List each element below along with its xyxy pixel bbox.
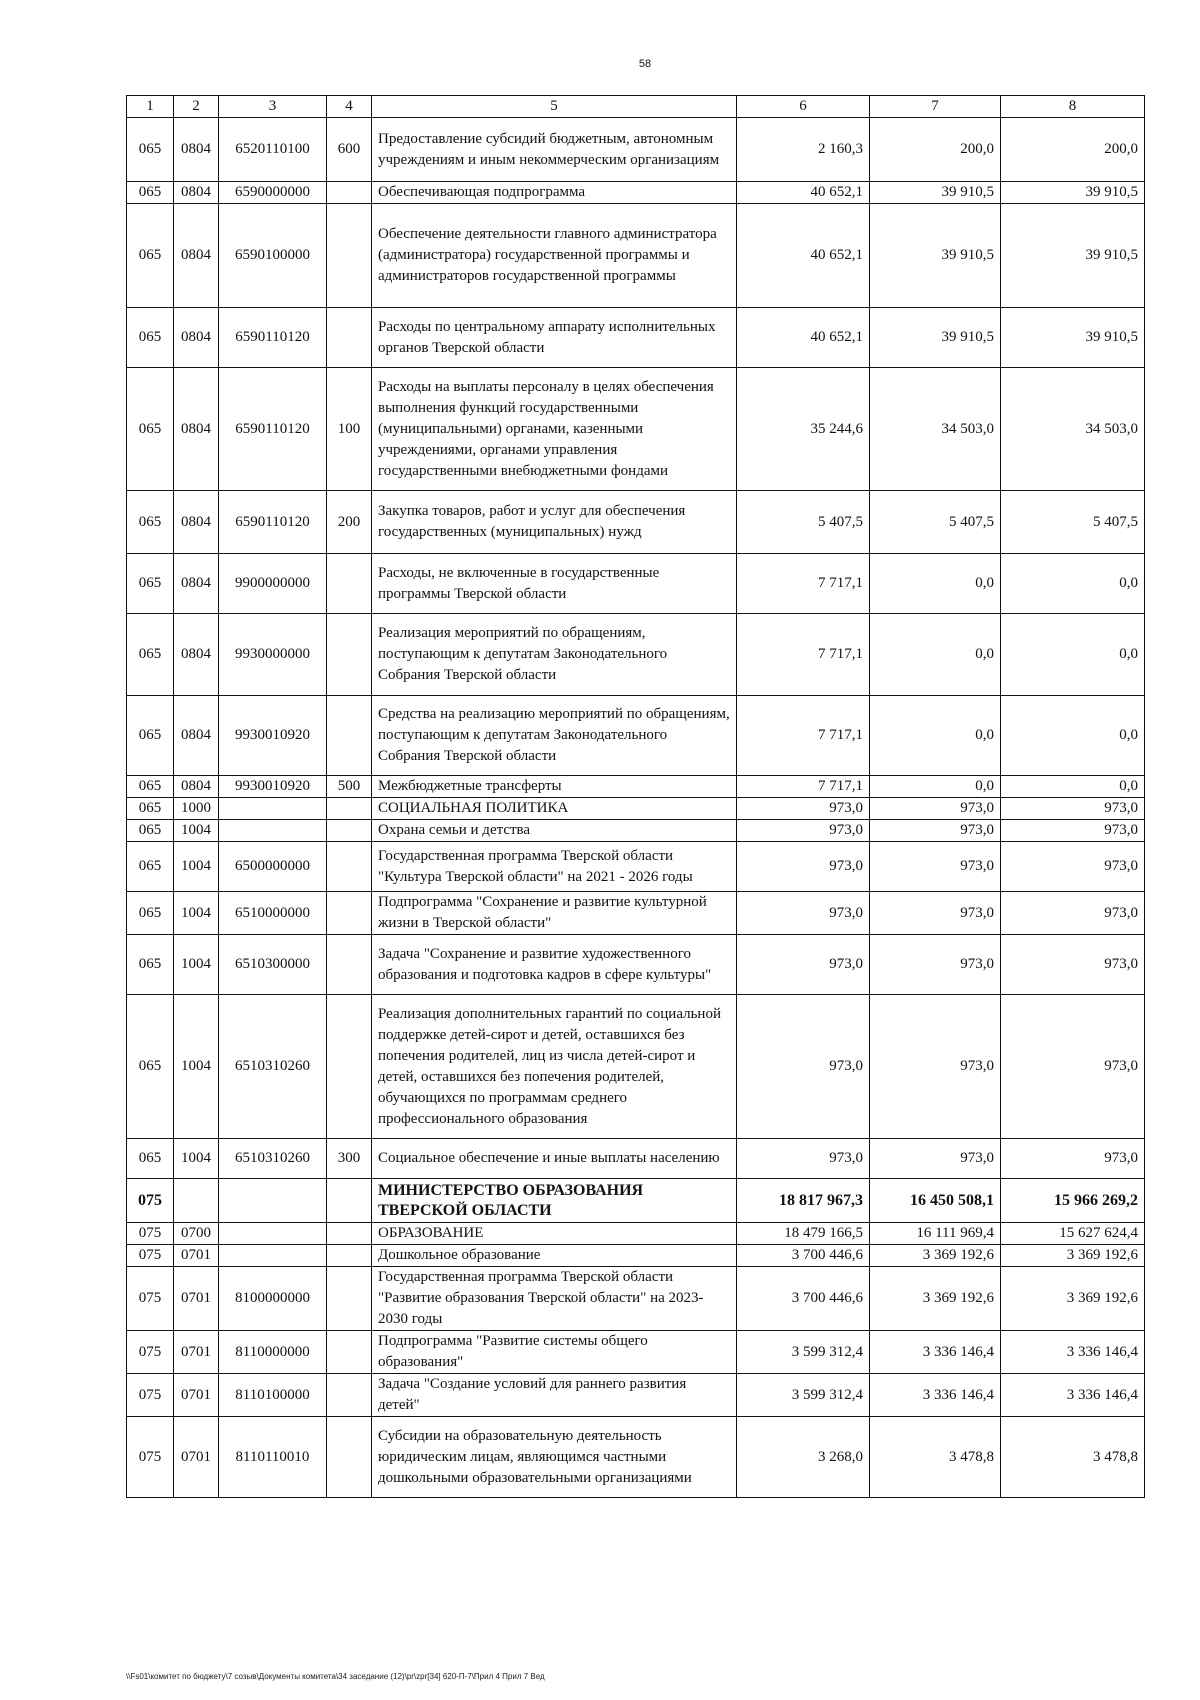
expense-type-code-cell [327, 1417, 372, 1498]
description-cell: Государственная программа Тверской области "Культура Тверской области" на 2021 - 2026 годы [372, 842, 737, 892]
table-row [127, 798, 1145, 820]
grbs-code-cell: 075 [127, 1223, 174, 1245]
grbs-code-cell: 065 [127, 798, 174, 820]
amount-col-7-cell: 3 478,8 [870, 1417, 1001, 1498]
section-code-cell: 0804 [174, 776, 219, 798]
grbs-code-cell: 065 [127, 308, 174, 368]
target-article-code-cell [219, 1179, 327, 1223]
target-article-code-cell [219, 1245, 327, 1267]
column-header: 8 [1001, 96, 1145, 118]
section-code-cell: 0804 [174, 554, 219, 614]
description-cell: Средства на реализацию мероприятий по обращениям, поступающим к депутатам Законодательного Собрания Тверской области [372, 696, 737, 776]
table-row [127, 614, 1145, 696]
section-code-cell: 0701 [174, 1417, 219, 1498]
column-header: 3 [219, 96, 327, 118]
amount-col-8-cell: 3 369 192,6 [1001, 1245, 1145, 1267]
target-article-code-cell: 9930000000 [219, 614, 327, 696]
grbs-code-cell: 065 [127, 935, 174, 995]
table-row [127, 182, 1145, 204]
expense-type-code-cell [327, 798, 372, 820]
description-cell: Подпрограмма "Сохранение и развитие культурной жизни в Тверской области" [372, 892, 737, 935]
amount-col-7-cell: 16 450 508,1 [870, 1179, 1001, 1223]
target-article-code-cell: 8110110010 [219, 1417, 327, 1498]
amount-col-7-cell: 200,0 [870, 118, 1001, 182]
expense-type-code-cell: 200 [327, 491, 372, 554]
amount-col-7-cell: 39 910,5 [870, 308, 1001, 368]
amount-col-8-cell: 3 478,8 [1001, 1417, 1145, 1498]
table-row [127, 204, 1145, 308]
grbs-code-cell: 065 [127, 614, 174, 696]
section-code-cell: 0701 [174, 1267, 219, 1331]
amount-col-8-cell: 0,0 [1001, 776, 1145, 798]
section-code-cell: 1004 [174, 935, 219, 995]
target-article-code-cell: 6590110120 [219, 491, 327, 554]
amount-col-7-cell: 973,0 [870, 842, 1001, 892]
grbs-code-cell: 065 [127, 842, 174, 892]
table-row [127, 1223, 1145, 1245]
column-header: 1 [127, 96, 174, 118]
section-code-cell: 0701 [174, 1331, 219, 1374]
expense-type-code-cell [327, 892, 372, 935]
section-code-cell: 0804 [174, 118, 219, 182]
table-row [127, 118, 1145, 182]
column-header: 7 [870, 96, 1001, 118]
expense-type-code-cell [327, 696, 372, 776]
grbs-code-cell: 075 [127, 1267, 174, 1331]
table-row [127, 491, 1145, 554]
amount-col-7-cell: 16 111 969,4 [870, 1223, 1001, 1245]
description-cell: Расходы на выплаты персоналу в целях обеспечения выполнения функций государственными (муниципальными) органами, казенными учреждениями, органами управления государственными внебюджетными фондами [372, 368, 737, 491]
amount-col-7-cell: 39 910,5 [870, 182, 1001, 204]
amount-col-8-cell: 973,0 [1001, 842, 1145, 892]
section-code-cell: 0804 [174, 204, 219, 308]
table-row [127, 1374, 1145, 1417]
section-code-cell: 1004 [174, 842, 219, 892]
header-row [127, 96, 1145, 118]
section-code-cell: 0804 [174, 368, 219, 491]
table-row [127, 1179, 1145, 1223]
column-header: 4 [327, 96, 372, 118]
table-row [127, 892, 1145, 935]
description-cell: Закупка товаров, работ и услуг для обеспечения государственных (муниципальных) нужд [372, 491, 737, 554]
amount-col-7-cell: 0,0 [870, 554, 1001, 614]
section-code-cell: 1000 [174, 798, 219, 820]
description-cell: Межбюджетные трансферты [372, 776, 737, 798]
target-article-code-cell: 6590000000 [219, 182, 327, 204]
expense-type-code-cell [327, 1267, 372, 1331]
section-code-cell: 0804 [174, 182, 219, 204]
amount-col-6-cell: 35 244,6 [737, 368, 870, 491]
amount-col-6-cell: 40 652,1 [737, 204, 870, 308]
grbs-code-cell: 065 [127, 820, 174, 842]
amount-col-7-cell: 973,0 [870, 892, 1001, 935]
expense-type-code-cell [327, 995, 372, 1139]
amount-col-6-cell: 7 717,1 [737, 614, 870, 696]
section-code-cell: 0700 [174, 1223, 219, 1245]
description-cell: Социальное обеспечение и иные выплаты населению [372, 1139, 737, 1179]
table-row [127, 995, 1145, 1139]
description-cell: Реализация дополнительных гарантий по социальной поддержке детей-сирот и детей, оставшихся без попечения родителей, лиц из числа детей-сирот и детей, оставшихся без попечения родителей, обучающихся по программам среднего профессионального образования [372, 995, 737, 1139]
expense-type-code-cell [327, 1374, 372, 1417]
target-article-code-cell: 8110000000 [219, 1331, 327, 1374]
amount-col-8-cell: 973,0 [1001, 935, 1145, 995]
amount-col-6-cell: 973,0 [737, 798, 870, 820]
expense-type-code-cell [327, 842, 372, 892]
table-row [127, 1417, 1145, 1498]
table-row [127, 842, 1145, 892]
column-header: 6 [737, 96, 870, 118]
section-code-cell: 0804 [174, 308, 219, 368]
amount-col-8-cell: 973,0 [1001, 892, 1145, 935]
expense-type-code-cell: 100 [327, 368, 372, 491]
footer-file-path: \\Fs01\комитет по бюджету\7 созыв\Документы комитета\34 заседание (12)\pr\zpr[34] 620-П-7\Прил 4 Прил 7 Вед [126, 1672, 545, 1681]
expense-type-code-cell [327, 1331, 372, 1374]
grbs-code-cell: 065 [127, 118, 174, 182]
grbs-code-cell: 065 [127, 776, 174, 798]
amount-col-8-cell: 15 627 624,4 [1001, 1223, 1145, 1245]
amount-col-6-cell: 3 700 446,6 [737, 1245, 870, 1267]
grbs-code-cell: 065 [127, 491, 174, 554]
amount-col-7-cell: 34 503,0 [870, 368, 1001, 491]
amount-col-6-cell: 40 652,1 [737, 182, 870, 204]
amount-col-6-cell: 973,0 [737, 1139, 870, 1179]
page-number: 58 [638, 58, 652, 70]
section-code-cell [174, 1179, 219, 1223]
grbs-code-cell: 075 [127, 1374, 174, 1417]
amount-col-8-cell: 39 910,5 [1001, 204, 1145, 308]
expense-type-code-cell [327, 1223, 372, 1245]
column-header: 5 [372, 96, 737, 118]
description-cell: Дошкольное образование [372, 1245, 737, 1267]
amount-col-8-cell: 200,0 [1001, 118, 1145, 182]
expense-type-code-cell [327, 614, 372, 696]
column-header: 2 [174, 96, 219, 118]
target-article-code-cell [219, 798, 327, 820]
amount-col-7-cell: 973,0 [870, 1139, 1001, 1179]
amount-col-7-cell: 973,0 [870, 995, 1001, 1139]
expense-type-code-cell [327, 554, 372, 614]
grbs-code-cell: 065 [127, 554, 174, 614]
amount-col-6-cell: 7 717,1 [737, 776, 870, 798]
amount-col-8-cell: 973,0 [1001, 995, 1145, 1139]
target-article-code-cell: 8110100000 [219, 1374, 327, 1417]
grbs-code-cell: 065 [127, 696, 174, 776]
table-row [127, 1139, 1145, 1179]
description-cell: ОБРАЗОВАНИЕ [372, 1223, 737, 1245]
section-code-cell: 1004 [174, 892, 219, 935]
amount-col-8-cell: 0,0 [1001, 554, 1145, 614]
description-cell: Охрана семьи и детства [372, 820, 737, 842]
table-row [127, 776, 1145, 798]
table-row [127, 820, 1145, 842]
amount-col-7-cell: 5 407,5 [870, 491, 1001, 554]
target-article-code-cell: 6500000000 [219, 842, 327, 892]
description-cell: СОЦИАЛЬНАЯ ПОЛИТИКА [372, 798, 737, 820]
description-cell: МИНИСТЕРСТВО ОБРАЗОВАНИЯ ТВЕРСКОЙ ОБЛАСТИ [372, 1179, 737, 1223]
expense-type-code-cell [327, 935, 372, 995]
expense-type-code-cell: 300 [327, 1139, 372, 1179]
target-article-code-cell: 6590110120 [219, 368, 327, 491]
section-code-cell: 1004 [174, 820, 219, 842]
target-article-code-cell [219, 820, 327, 842]
table-row [127, 1245, 1145, 1267]
target-article-code-cell: 8100000000 [219, 1267, 327, 1331]
amount-col-7-cell: 3 369 192,6 [870, 1245, 1001, 1267]
table-row [127, 696, 1145, 776]
amount-col-7-cell: 973,0 [870, 935, 1001, 995]
amount-col-8-cell: 0,0 [1001, 696, 1145, 776]
table-row [127, 1331, 1145, 1374]
grbs-code-cell: 065 [127, 368, 174, 491]
amount-col-6-cell: 40 652,1 [737, 308, 870, 368]
description-cell: Расходы, не включенные в государственные программы Тверской области [372, 554, 737, 614]
amount-col-7-cell: 0,0 [870, 696, 1001, 776]
grbs-code-cell: 065 [127, 204, 174, 308]
expense-type-code-cell [327, 1179, 372, 1223]
amount-col-6-cell: 3 700 446,6 [737, 1267, 870, 1331]
amount-col-6-cell: 3 599 312,4 [737, 1331, 870, 1374]
target-article-code-cell: 6510300000 [219, 935, 327, 995]
amount-col-6-cell: 7 717,1 [737, 554, 870, 614]
table-row [127, 935, 1145, 995]
amount-col-7-cell: 973,0 [870, 798, 1001, 820]
amount-col-7-cell: 0,0 [870, 776, 1001, 798]
table-row [127, 554, 1145, 614]
expense-type-code-cell [327, 308, 372, 368]
expense-type-code-cell: 600 [327, 118, 372, 182]
budget-table [126, 95, 1145, 1498]
amount-col-8-cell: 0,0 [1001, 614, 1145, 696]
amount-col-7-cell: 3 336 146,4 [870, 1374, 1001, 1417]
description-cell: Обеспечение деятельности главного администратора (администратора) государственной программы и администраторов государственной программы [372, 204, 737, 308]
target-article-code-cell: 6590110120 [219, 308, 327, 368]
target-article-code-cell: 6510310260 [219, 1139, 327, 1179]
section-code-cell: 1004 [174, 995, 219, 1139]
grbs-code-cell: 065 [127, 1139, 174, 1179]
amount-col-7-cell: 3 336 146,4 [870, 1331, 1001, 1374]
amount-col-6-cell: 18 817 967,3 [737, 1179, 870, 1223]
amount-col-6-cell: 2 160,3 [737, 118, 870, 182]
expense-type-code-cell [327, 1245, 372, 1267]
amount-col-8-cell: 3 336 146,4 [1001, 1374, 1145, 1417]
amount-col-6-cell: 3 599 312,4 [737, 1374, 870, 1417]
description-cell: Государственная программа Тверской области "Развитие образования Тверской области" на 2023-2030 годы [372, 1267, 737, 1331]
amount-col-7-cell: 3 369 192,6 [870, 1267, 1001, 1331]
section-code-cell: 0701 [174, 1245, 219, 1267]
grbs-code-cell: 065 [127, 995, 174, 1139]
amount-col-8-cell: 973,0 [1001, 798, 1145, 820]
amount-col-8-cell: 973,0 [1001, 1139, 1145, 1179]
expense-type-code-cell: 500 [327, 776, 372, 798]
grbs-code-cell: 075 [127, 1417, 174, 1498]
target-article-code-cell: 6590100000 [219, 204, 327, 308]
description-cell: Реализация мероприятий по обращениям, поступающим к депутатам Законодательного Собрания Тверской области [372, 614, 737, 696]
grbs-code-cell: 065 [127, 182, 174, 204]
expense-type-code-cell [327, 820, 372, 842]
section-code-cell: 0701 [174, 1374, 219, 1417]
amount-col-8-cell: 5 407,5 [1001, 491, 1145, 554]
section-code-cell: 0804 [174, 614, 219, 696]
description-cell: Субсидии на образовательную деятельность юридическим лицам, являющимся частными дошкольными образовательными организациями [372, 1417, 737, 1498]
grbs-code-cell: 065 [127, 892, 174, 935]
amount-col-8-cell: 39 910,5 [1001, 182, 1145, 204]
target-article-code-cell: 9900000000 [219, 554, 327, 614]
description-cell: Задача "Сохранение и развитие художественного образования и подготовка кадров в сфере культуры" [372, 935, 737, 995]
amount-col-7-cell: 0,0 [870, 614, 1001, 696]
grbs-code-cell: 075 [127, 1331, 174, 1374]
amount-col-8-cell: 15 966 269,2 [1001, 1179, 1145, 1223]
expense-type-code-cell [327, 182, 372, 204]
description-cell: Обеспечивающая подпрограмма [372, 182, 737, 204]
expense-type-code-cell [327, 204, 372, 308]
amount-col-8-cell: 39 910,5 [1001, 308, 1145, 368]
table-row [127, 368, 1145, 491]
amount-col-6-cell: 3 268,0 [737, 1417, 870, 1498]
grbs-code-cell: 075 [127, 1245, 174, 1267]
amount-col-8-cell: 3 336 146,4 [1001, 1331, 1145, 1374]
target-article-code-cell: 6510000000 [219, 892, 327, 935]
grbs-code-cell: 075 [127, 1179, 174, 1223]
amount-col-7-cell: 973,0 [870, 820, 1001, 842]
amount-col-6-cell: 7 717,1 [737, 696, 870, 776]
amount-col-8-cell: 34 503,0 [1001, 368, 1145, 491]
target-article-code-cell: 6510310260 [219, 995, 327, 1139]
description-cell: Расходы по центральному аппарату исполнительных органов Тверской области [372, 308, 737, 368]
amount-col-6-cell: 973,0 [737, 820, 870, 842]
table-row [127, 308, 1145, 368]
amount-col-6-cell: 973,0 [737, 892, 870, 935]
amount-col-8-cell: 973,0 [1001, 820, 1145, 842]
description-cell: Подпрограмма "Развитие системы общего образования" [372, 1331, 737, 1374]
description-cell: Задача "Создание условий для раннего развития детей" [372, 1374, 737, 1417]
section-code-cell: 1004 [174, 1139, 219, 1179]
amount-col-6-cell: 18 479 166,5 [737, 1223, 870, 1245]
target-article-code-cell: 9930010920 [219, 776, 327, 798]
target-article-code-cell: 6520110100 [219, 118, 327, 182]
section-code-cell: 0804 [174, 491, 219, 554]
amount-col-6-cell: 973,0 [737, 842, 870, 892]
amount-col-6-cell: 973,0 [737, 995, 870, 1139]
amount-col-6-cell: 5 407,5 [737, 491, 870, 554]
amount-col-7-cell: 39 910,5 [870, 204, 1001, 308]
table-row [127, 1267, 1145, 1331]
amount-col-8-cell: 3 369 192,6 [1001, 1267, 1145, 1331]
amount-col-6-cell: 973,0 [737, 935, 870, 995]
target-article-code-cell [219, 1223, 327, 1245]
description-cell: Предоставление субсидий бюджетным, автономным учреждениям и иным некоммерческим организациям [372, 118, 737, 182]
section-code-cell: 0804 [174, 696, 219, 776]
target-article-code-cell: 9930010920 [219, 696, 327, 776]
